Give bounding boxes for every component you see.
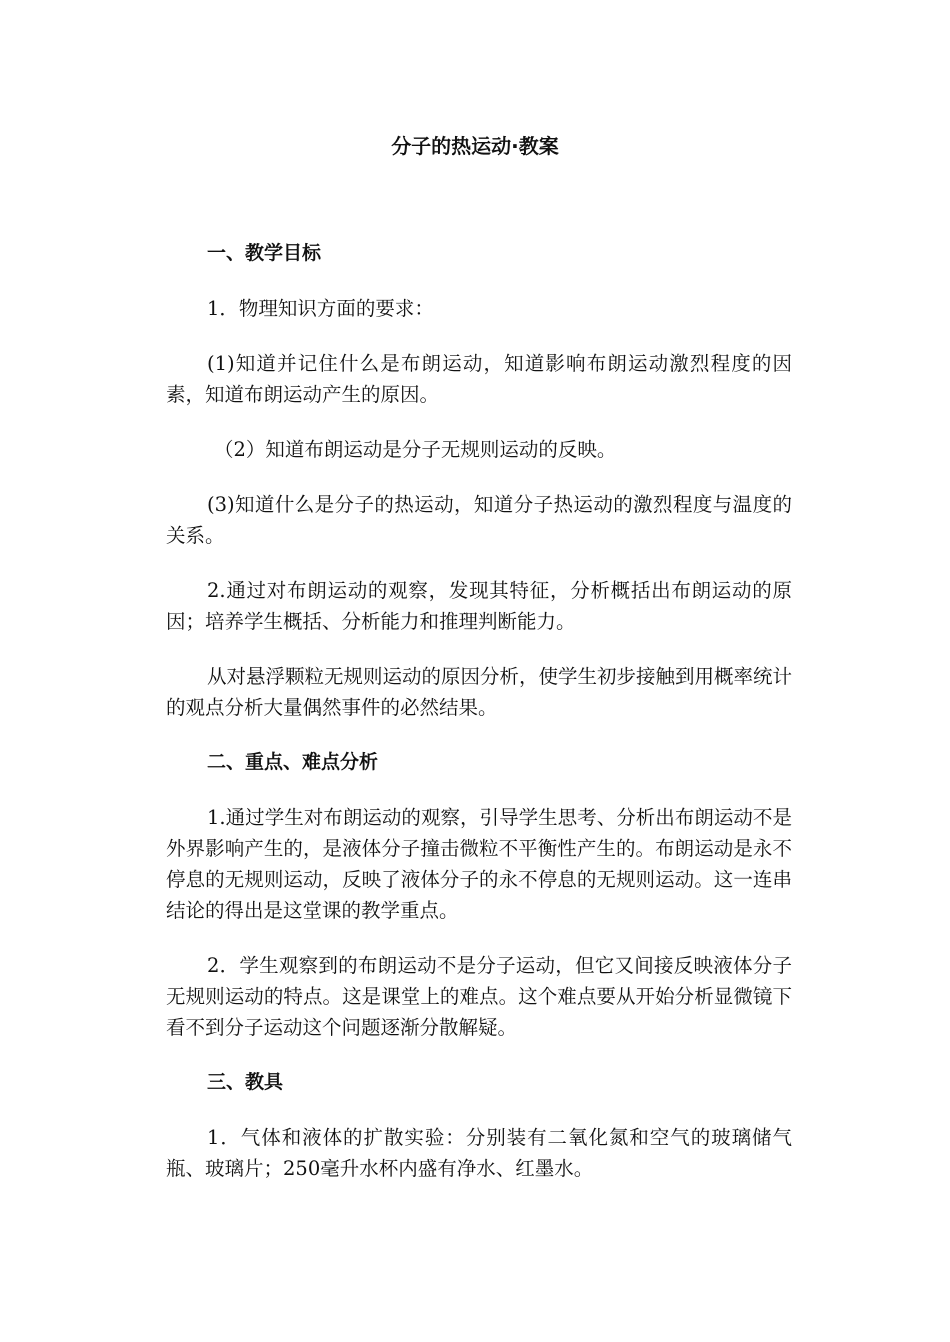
section-heading-key-points: 二、重点、难点分析 [207,751,379,773]
section-heading-teaching-aids: 三、教具 [207,1071,284,1093]
paragraph: 1.通过学生对布朗运动的观察，引导学生思考、分析出布朗运动不是外界影响产生的，是液体分子撞击微粒不平衡性产生的。布朗运动是永不停息的无规则运动，反映了液体分子的永不停息的无规则运动。这一连串结论的得出是这堂课的教学重点。 [166,806,792,922]
document-title: 分子的热运动·教案 [391,134,559,158]
document-body [166,238,792,1208]
paragraph: 2．学生观察到的布朗运动不是分子运动，但它又间接反映液体分子无规则运动的特点。这是课堂上的难点。这个难点要从开始分析显微镜下看不到分子运动这个问题逐渐分散解疑。 [166,954,792,1039]
paragraph: （2）知道布朗运动是分子无规则运动的反映。 [214,438,617,461]
paragraph: 1．物理知识方面的要求： [207,297,434,320]
paragraph: 2.通过对布朗运动的观察，发现其特征，分析概括出布朗运动的原因；培养学生概括、分析能力和推理判断能力。 [166,579,792,633]
paragraph: 1．气体和液体的扩散实验：分别装有二氧化氮和空气的玻璃储气瓶、玻璃片；250毫升水杯内盛有净水、红墨水。 [166,1126,792,1180]
paragraph: (1)知道并记住什么是布朗运动，知道影响布朗运动激烈程度的因素，知道布朗运动产生的原因。 [166,352,792,406]
section-heading-objectives: 一、教学目标 [207,242,322,264]
paragraph: 从对悬浮颗粒无规则运动的原因分析，使学生初步接触到用概率统计的观点分析大量偶然事件的必然结果。 [166,665,793,719]
paragraph: (3)知道什么是分子的热运动，知道分子热运动的激烈程度与温度的关系。 [166,493,792,547]
